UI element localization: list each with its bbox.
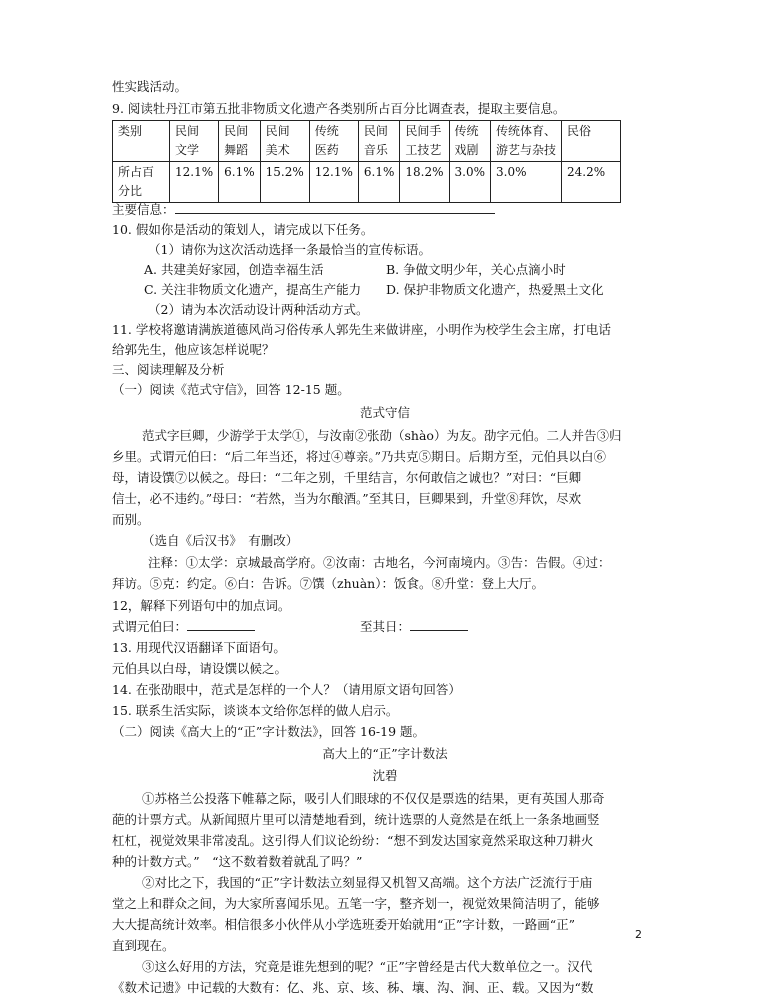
table-header-cell: 类别	[113, 121, 170, 162]
q13-sentence: 元伯具以白母，请设馔以候之。	[112, 661, 288, 676]
passage1-line: 母，请设馔⑦以候之。母曰：“二年之别，千里结言，尔何敢信之诚也？”对曰：“巨卿	[112, 470, 582, 485]
table-header-cell: 传统 医药	[309, 121, 358, 162]
table-cell: 12.1%	[170, 162, 219, 203]
page-number: 2	[635, 928, 642, 941]
passage1-line: 乡里。式谓元伯曰：“后二年当还，将过④尊亲。”乃共克⑤期日。后期方至，元伯具以白⑥	[112, 449, 607, 464]
q13-prompt: 13. 用现代汉语翻译下面语句。	[112, 640, 286, 655]
passage2-line: 《数术记遗》中记载的大数有：亿、兆、京、垓、秭、壤、沟、涧、正、载。又因为“数	[112, 980, 594, 995]
part2-intro: （二）阅读《高大上的“正”字计数法》，回答 16-19 题。	[112, 724, 426, 739]
table-cell: 6.1%	[358, 162, 400, 203]
passage2-line: ①苏格兰公投落下帷幕之际，吸引人们眼球的不仅仅是票选的结果，更有英国人那奇	[142, 791, 605, 806]
passage2-line: ②对比之下，我国的“正”字计数法立刻显得又机智又高端。这个方法广泛流行于庙	[142, 875, 593, 890]
q10-sub2: （2）请为本次活动设计两种活动方式。	[148, 302, 369, 317]
passage2-line: 葩的计票方式。从新闻照片里可以清楚地看到，统计选票的人竟然是在纸上一条条地画竖	[112, 812, 600, 827]
table-cell: 3.0%	[491, 162, 562, 203]
table-header-cell: 传统体育、 游艺与杂技	[491, 121, 562, 162]
table-cell: 24.2%	[562, 162, 621, 203]
q10-option-b: B. 争做文明少年，关心点滴小时	[386, 262, 566, 277]
q10-option-d: D. 保护非物质文化遗产，热爱黑土文化	[386, 282, 604, 297]
passage2-line: ③这么好用的方法，究竟是谁先想到的呢？“正”字曾经是古代大数单位之一。汉代	[142, 959, 593, 974]
table-header-cell: 传统 戏剧	[449, 121, 491, 162]
passage2-title: 高大上的“正”字计数法	[322, 746, 448, 761]
passage1-title: 范式守信	[359, 405, 410, 420]
table-header-cell: 民间 音乐	[358, 121, 400, 162]
q10-prompt: 10. 假如你是活动的策划人，请完成以下任务。	[112, 222, 374, 237]
answer-blank[interactable]	[187, 618, 255, 631]
passage2-line: 直到现在。	[112, 938, 175, 953]
passage2-line: 大大提高统计效率。相信很多小伙伴从小学选班委开始就用“正”字计数，一路画“正”	[112, 917, 576, 932]
table-header-cell: 民间 美术	[260, 121, 309, 162]
table-header-cell: 民俗	[562, 121, 621, 162]
answer-blank[interactable]	[175, 201, 495, 214]
passage2-author: 沈碧	[372, 768, 398, 783]
q12-item-a: 式谓元伯曰：	[112, 618, 255, 635]
q11-line2: 给郭先生，他应该怎样说呢？	[112, 342, 275, 357]
table-row	[113, 162, 621, 203]
q10-sub1: （1）请你为这次活动选择一条最恰当的宣传标语。	[148, 242, 431, 257]
passage1-source: （选自《后汉书》 有删改）	[142, 533, 299, 548]
q15-prompt: 15. 联系生活实际，谈谈本文给你怎样的做人启示。	[112, 703, 399, 718]
q11-line1: 11. 学校将邀请满族道德风尚习俗传承人郭先生来做讲座，小明作为校学生会主席，打电话	[112, 322, 611, 337]
table-cell: 18.2%	[400, 162, 449, 203]
table-cell: 12.1%	[309, 162, 358, 203]
passage2-line: 杠杠，视觉效果非常凌乱。这引得人们议论纷纷：“想不到发达国家竟然采取这种刀耕火	[112, 833, 594, 848]
q9-prompt: 9. 阅读牡丹江市第五批非物质文化遗产各类别所占百分比调查表，提取主要信息。	[112, 101, 566, 116]
table-cell: 6.1%	[219, 162, 261, 203]
passage1-note: 注释：①太学：京城最高学府。②汝南：古地名，今河南境内。③告：告假。④过：	[148, 555, 611, 570]
section-heading: 三、阅读理解及分析	[112, 362, 225, 377]
table-cell: 15.2%	[260, 162, 309, 203]
q10-option-c: C. 关注非物质文化遗产，提高生产能力	[144, 282, 362, 297]
passage1-line: 而别。	[112, 512, 150, 527]
passage1-note: 拜访。⑤克：约定。⑥白：告诉。⑦馔（zhuàn）：饭食。⑧升堂：登上大厅。	[112, 576, 544, 591]
continued-line: 性实践活动。	[112, 79, 188, 94]
table-row-label: 所占百 分比	[113, 162, 170, 203]
passage1-line: 信士，必不违约。”母曰：“若然，当为尔酿酒。”至其日，巨卿果到，升堂⑧拜饮，尽欢	[112, 491, 582, 506]
passage2-line: 堂之上和群众之间，为大家所喜闻乐见。五笔一字，整齐划一，视觉效果简洁明了，能够	[112, 896, 600, 911]
q12-prompt: 12，解释下列语句中的加点词。	[112, 598, 291, 613]
q14-prompt: 14. 在张劭眼中，范式是怎样的一个人？（请用原文语句回答）	[112, 682, 461, 697]
answer-blank[interactable]	[410, 618, 468, 631]
table-header-cell: 民间 舞蹈	[219, 121, 261, 162]
q12-item-b: 至其日：	[360, 618, 468, 635]
passage1-line: 范式字巨卿，少游学于太学①，与汝南②张劭（shào）为友。劭字元伯。二人并告③归	[142, 428, 622, 443]
heritage-category-table	[112, 120, 621, 203]
main-info-line: 主要信息：	[112, 201, 495, 218]
table-header-cell: 民间 文学	[170, 121, 219, 162]
passage2-line: 种的计数方式。” “这不数着数着就乱了吗？”	[112, 854, 363, 869]
table-header-row	[113, 121, 621, 162]
table-header-cell: 民间手 工技艺	[400, 121, 449, 162]
part1-intro: （一）阅读《范式守信》，回答 12-15 题。	[112, 382, 350, 397]
table-cell: 3.0%	[449, 162, 491, 203]
q10-option-a: A. 共建美好家园，创造幸福生活	[144, 262, 324, 277]
